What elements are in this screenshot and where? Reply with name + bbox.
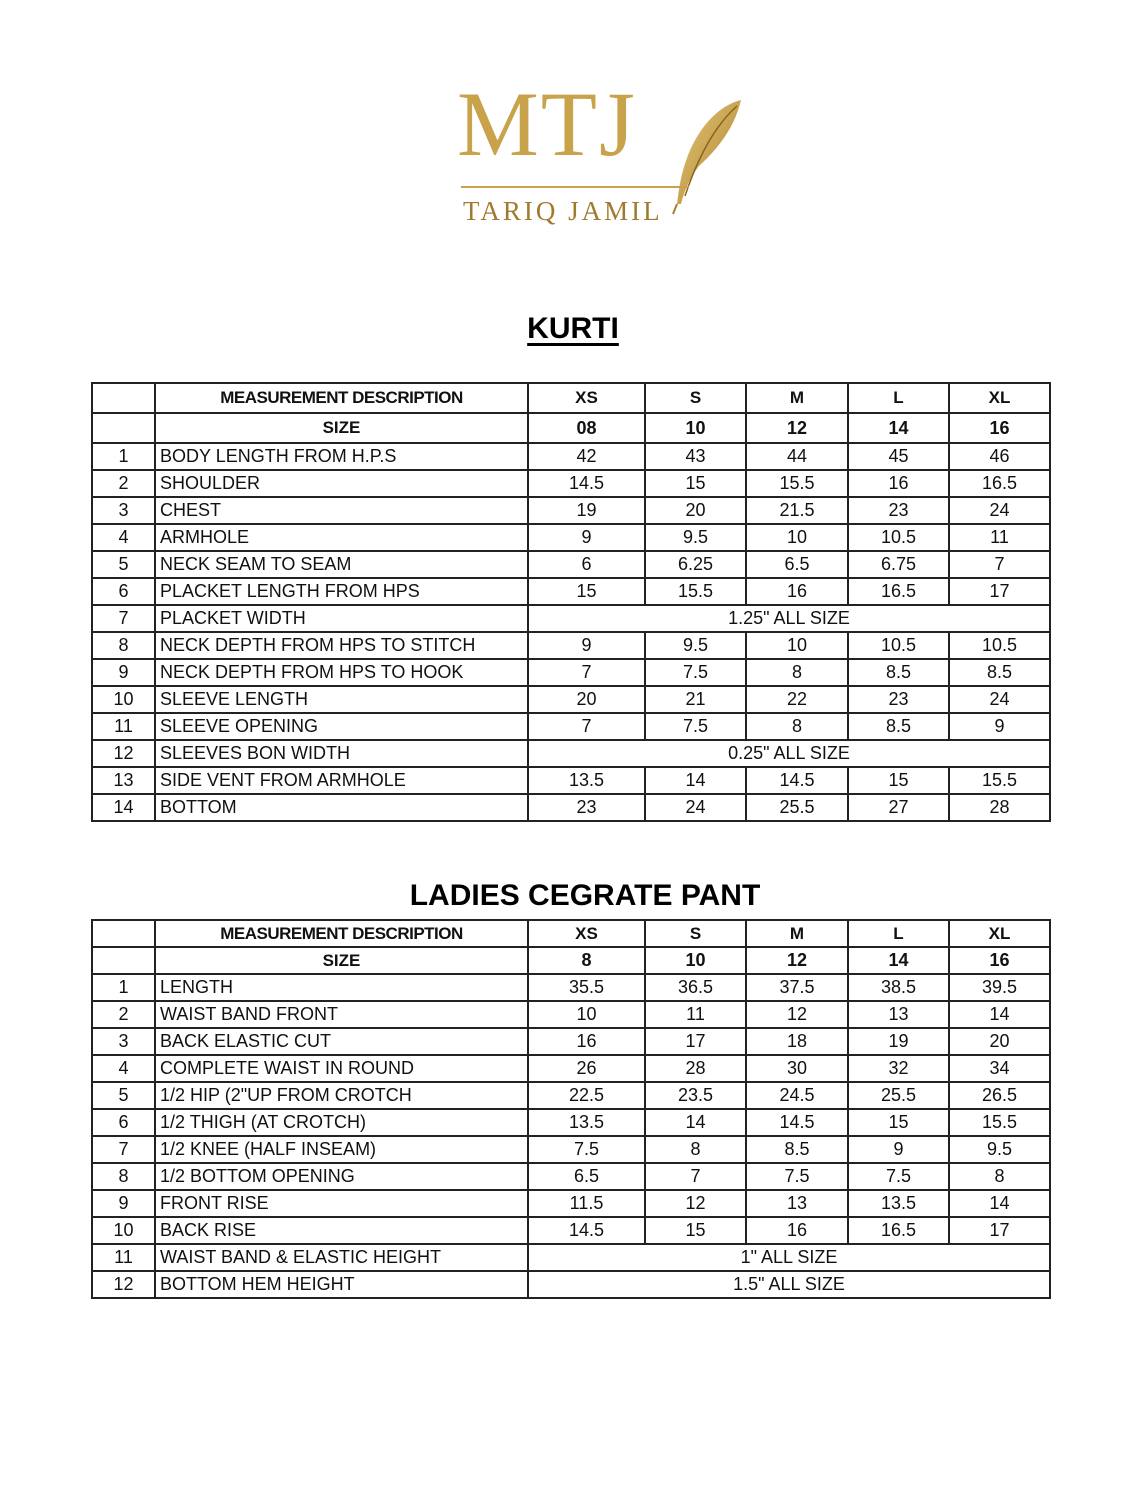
header-size-cell: XL	[949, 383, 1050, 413]
row-value-cell: 23	[848, 686, 949, 713]
row-merged-cell: 1" ALL SIZE	[528, 1244, 1050, 1271]
header-desc-cell: MEASUREMENT DESCRIPTION	[155, 920, 528, 947]
row-value-cell: 9	[949, 713, 1050, 740]
row-value-cell: 14.5	[746, 767, 848, 794]
row-value-cell: 23.5	[645, 1082, 746, 1109]
row-desc-cell: SIDE VENT FROM ARMHOLE	[155, 767, 528, 794]
row-value-cell: 21	[645, 686, 746, 713]
table-row	[92, 1244, 1050, 1271]
table-row	[92, 1028, 1050, 1055]
table-row	[92, 1190, 1050, 1217]
table-row	[92, 1001, 1050, 1028]
size-value-cell: 12	[746, 947, 848, 974]
row-value-cell: 24	[645, 794, 746, 821]
row-desc-cell: BOTTOM	[155, 794, 528, 821]
row-number-cell: 1	[92, 443, 155, 470]
header-size-cell: XL	[949, 920, 1050, 947]
header-row	[92, 383, 1050, 413]
kurti-title: KURTI	[527, 312, 619, 345]
row-value-cell: 7	[949, 551, 1050, 578]
table-row	[92, 767, 1050, 794]
row-value-cell: 24	[949, 686, 1050, 713]
row-desc-cell: 1/2 THIGH (AT CROTCH)	[155, 1109, 528, 1136]
row-value-cell: 26	[528, 1055, 645, 1082]
row-number-cell: 2	[92, 1001, 155, 1028]
row-value-cell: 16.5	[949, 470, 1050, 497]
row-value-cell: 43	[645, 443, 746, 470]
row-value-cell: 10.5	[949, 632, 1050, 659]
row-value-cell: 38.5	[848, 974, 949, 1001]
row-value-cell: 14	[949, 1001, 1050, 1028]
row-value-cell: 15.5	[949, 767, 1050, 794]
size-value-cell: 14	[848, 413, 949, 443]
row-value-cell: 24.5	[746, 1082, 848, 1109]
header-size-cell: S	[645, 383, 746, 413]
row-value-cell: 17	[949, 578, 1050, 605]
row-number-cell: 7	[92, 605, 155, 632]
row-number-cell: 8	[92, 632, 155, 659]
row-value-cell: 34	[949, 1055, 1050, 1082]
row-value-cell: 17	[949, 1217, 1050, 1244]
size-row	[92, 947, 1050, 974]
table-row	[92, 605, 1050, 632]
row-value-cell: 8.5	[848, 713, 949, 740]
row-value-cell: 23	[848, 497, 949, 524]
row-value-cell: 6.5	[528, 1163, 645, 1190]
row-number-cell: 4	[92, 1055, 155, 1082]
row-value-cell: 12	[746, 1001, 848, 1028]
row-value-cell: 8.5	[949, 659, 1050, 686]
row-value-cell: 14.5	[746, 1109, 848, 1136]
row-desc-cell: PLACKET WIDTH	[155, 605, 528, 632]
row-value-cell: 7	[645, 1163, 746, 1190]
header-size-cell: XS	[528, 920, 645, 947]
row-value-cell: 19	[528, 497, 645, 524]
row-number-cell: 14	[92, 794, 155, 821]
pant-table-body	[92, 920, 1050, 1298]
size-value-cell: 14	[848, 947, 949, 974]
size-value-cell: 08	[528, 413, 645, 443]
row-value-cell: 14.5	[528, 1217, 645, 1244]
header-size-cell: S	[645, 920, 746, 947]
row-value-cell: 8.5	[848, 659, 949, 686]
row-value-cell: 39.5	[949, 974, 1050, 1001]
logo-subtitle: TARIQ JAMIL	[463, 196, 663, 226]
row-desc-cell: BACK RISE	[155, 1217, 528, 1244]
row-value-cell: 35.5	[528, 974, 645, 1001]
row-value-cell: 18	[746, 1028, 848, 1055]
row-value-cell: 28	[645, 1055, 746, 1082]
size-label-cell: SIZE	[155, 947, 528, 974]
row-value-cell: 16.5	[848, 1217, 949, 1244]
row-value-cell: 7.5	[645, 713, 746, 740]
row-number-cell: 1	[92, 974, 155, 1001]
row-number-cell: 2	[92, 470, 155, 497]
row-value-cell: 15	[528, 578, 645, 605]
row-value-cell: 22	[746, 686, 848, 713]
size-no-cell	[92, 413, 155, 443]
row-value-cell: 16	[848, 470, 949, 497]
row-merged-cell: 1.25" ALL SIZE	[528, 605, 1050, 632]
row-desc-cell: NECK DEPTH FROM HPS TO HOOK	[155, 659, 528, 686]
row-value-cell: 37.5	[746, 974, 848, 1001]
table-row	[92, 713, 1050, 740]
row-value-cell: 15	[645, 1217, 746, 1244]
row-number-cell: 10	[92, 686, 155, 713]
row-number-cell: 12	[92, 1271, 155, 1298]
row-number-cell: 10	[92, 1217, 155, 1244]
table-row	[92, 740, 1050, 767]
row-value-cell: 9	[848, 1136, 949, 1163]
row-value-cell: 13.5	[848, 1190, 949, 1217]
table-row	[92, 1109, 1050, 1136]
row-value-cell: 8.5	[746, 1136, 848, 1163]
header-size-cell: M	[746, 920, 848, 947]
row-value-cell: 46	[949, 443, 1050, 470]
row-value-cell: 13.5	[528, 1109, 645, 1136]
row-value-cell: 12	[645, 1190, 746, 1217]
row-desc-cell: BACK ELASTIC CUT	[155, 1028, 528, 1055]
size-value-cell: 10	[645, 947, 746, 974]
table-row	[92, 443, 1050, 470]
row-value-cell: 10.5	[848, 524, 949, 551]
row-value-cell: 15.5	[746, 470, 848, 497]
header-size-cell: L	[848, 920, 949, 947]
row-value-cell: 15	[848, 1109, 949, 1136]
row-value-cell: 10.5	[848, 632, 949, 659]
size-no-cell	[92, 947, 155, 974]
row-value-cell: 14	[645, 767, 746, 794]
row-value-cell: 8	[746, 713, 848, 740]
row-value-cell: 10	[746, 524, 848, 551]
row-value-cell: 8	[645, 1136, 746, 1163]
header-row	[92, 920, 1050, 947]
row-desc-cell: PLACKET LENGTH FROM HPS	[155, 578, 528, 605]
row-value-cell: 15.5	[949, 1109, 1050, 1136]
row-value-cell: 10	[528, 1001, 645, 1028]
header-desc-cell: MEASUREMENT DESCRIPTION	[155, 383, 528, 413]
row-value-cell: 16	[528, 1028, 645, 1055]
row-desc-cell: BOTTOM HEM HEIGHT	[155, 1271, 528, 1298]
row-value-cell: 17	[645, 1028, 746, 1055]
row-value-cell: 9.5	[949, 1136, 1050, 1163]
row-value-cell: 9	[528, 524, 645, 551]
row-value-cell: 8	[746, 659, 848, 686]
row-number-cell: 5	[92, 1082, 155, 1109]
header-size-cell: XS	[528, 383, 645, 413]
table-row	[92, 1217, 1050, 1244]
row-value-cell: 26.5	[949, 1082, 1050, 1109]
row-desc-cell: LENGTH	[155, 974, 528, 1001]
row-number-cell: 5	[92, 551, 155, 578]
table-row	[92, 632, 1050, 659]
size-value-cell: 12	[746, 413, 848, 443]
row-value-cell: 45	[848, 443, 949, 470]
row-value-cell: 14.5	[528, 470, 645, 497]
pant-title: LADIES CEGRATE PANT	[409, 879, 761, 912]
row-desc-cell: FRONT RISE	[155, 1190, 528, 1217]
row-value-cell: 7.5	[848, 1163, 949, 1190]
table-row	[92, 794, 1050, 821]
table-row	[92, 524, 1050, 551]
row-value-cell: 9.5	[645, 632, 746, 659]
table-row	[92, 578, 1050, 605]
row-desc-cell: CHEST	[155, 497, 528, 524]
row-value-cell: 22.5	[528, 1082, 645, 1109]
size-value-cell: 16	[949, 413, 1050, 443]
row-value-cell: 15	[848, 767, 949, 794]
row-value-cell: 11	[949, 524, 1050, 551]
row-desc-cell: SLEEVE OPENING	[155, 713, 528, 740]
row-value-cell: 7	[528, 659, 645, 686]
row-value-cell: 13	[848, 1001, 949, 1028]
header-size-cell: M	[746, 383, 848, 413]
row-value-cell: 14	[949, 1190, 1050, 1217]
table-row	[92, 470, 1050, 497]
row-value-cell: 19	[848, 1028, 949, 1055]
row-value-cell: 20	[949, 1028, 1050, 1055]
row-desc-cell: 1/2 BOTTOM OPENING	[155, 1163, 528, 1190]
row-desc-cell: SLEEVE LENGTH	[155, 686, 528, 713]
row-number-cell: 4	[92, 524, 155, 551]
header-no-cell	[92, 920, 155, 947]
row-number-cell: 11	[92, 1244, 155, 1271]
row-value-cell: 44	[746, 443, 848, 470]
row-value-cell: 32	[848, 1055, 949, 1082]
row-value-cell: 11.5	[528, 1190, 645, 1217]
row-value-cell: 36.5	[645, 974, 746, 1001]
row-value-cell: 27	[848, 794, 949, 821]
row-number-cell: 6	[92, 1109, 155, 1136]
size-row	[92, 413, 1050, 443]
quill-icon	[667, 96, 747, 216]
row-value-cell: 9	[528, 632, 645, 659]
row-number-cell: 3	[92, 497, 155, 524]
row-value-cell: 10	[746, 632, 848, 659]
row-value-cell: 7.5	[528, 1136, 645, 1163]
pant-size-table	[91, 919, 1051, 1299]
size-label-cell: SIZE	[155, 413, 528, 443]
row-value-cell: 23	[528, 794, 645, 821]
row-number-cell: 7	[92, 1136, 155, 1163]
row-value-cell: 7.5	[645, 659, 746, 686]
row-desc-cell: WAIST BAND FRONT	[155, 1001, 528, 1028]
table-row	[92, 1082, 1050, 1109]
row-value-cell: 25.5	[848, 1082, 949, 1109]
kurti-table-body	[92, 383, 1050, 821]
row-number-cell: 9	[92, 1190, 155, 1217]
row-value-cell: 9.5	[645, 524, 746, 551]
header-size-cell: L	[848, 383, 949, 413]
row-merged-cell: 0.25" ALL SIZE	[528, 740, 1050, 767]
size-value-cell: 10	[645, 413, 746, 443]
row-value-cell: 15	[645, 470, 746, 497]
row-value-cell: 13	[746, 1190, 848, 1217]
row-value-cell: 24	[949, 497, 1050, 524]
row-number-cell: 6	[92, 578, 155, 605]
row-desc-cell: 1/2 KNEE (HALF INSEAM)	[155, 1136, 528, 1163]
row-value-cell: 6.25	[645, 551, 746, 578]
row-number-cell: 3	[92, 1028, 155, 1055]
row-desc-cell: NECK SEAM TO SEAM	[155, 551, 528, 578]
row-value-cell: 7.5	[746, 1163, 848, 1190]
row-desc-cell: COMPLETE WAIST IN ROUND	[155, 1055, 528, 1082]
header-no-cell	[92, 383, 155, 413]
row-value-cell: 11	[645, 1001, 746, 1028]
row-number-cell: 9	[92, 659, 155, 686]
row-value-cell: 13.5	[528, 767, 645, 794]
table-row	[92, 1163, 1050, 1190]
row-desc-cell: SLEEVES BON WIDTH	[155, 740, 528, 767]
table-row	[92, 1271, 1050, 1298]
logo-rule	[461, 186, 689, 188]
row-number-cell: 11	[92, 713, 155, 740]
row-desc-cell: SHOULDER	[155, 470, 528, 497]
row-desc-cell: BODY LENGTH FROM H.P.S	[155, 443, 528, 470]
table-row	[92, 1055, 1050, 1082]
row-value-cell: 30	[746, 1055, 848, 1082]
brand-logo	[455, 73, 755, 238]
kurti-size-table	[91, 382, 1051, 822]
row-desc-cell: NECK DEPTH FROM HPS TO STITCH	[155, 632, 528, 659]
row-value-cell: 14	[645, 1109, 746, 1136]
row-value-cell: 8	[949, 1163, 1050, 1190]
row-value-cell: 28	[949, 794, 1050, 821]
size-value-cell: 16	[949, 947, 1050, 974]
row-value-cell: 6	[528, 551, 645, 578]
table-row	[92, 974, 1050, 1001]
row-value-cell: 6.75	[848, 551, 949, 578]
table-row	[92, 1136, 1050, 1163]
row-number-cell: 12	[92, 740, 155, 767]
row-value-cell: 16	[746, 1217, 848, 1244]
row-value-cell: 42	[528, 443, 645, 470]
row-value-cell: 25.5	[746, 794, 848, 821]
row-value-cell: 16	[746, 578, 848, 605]
row-value-cell: 15.5	[645, 578, 746, 605]
table-row	[92, 551, 1050, 578]
table-row	[92, 686, 1050, 713]
row-value-cell: 7	[528, 713, 645, 740]
row-desc-cell: WAIST BAND & ELASTIC HEIGHT	[155, 1244, 528, 1271]
size-value-cell: 8	[528, 947, 645, 974]
row-value-cell: 16.5	[848, 578, 949, 605]
logo-mark: MTJ	[457, 73, 637, 175]
row-value-cell: 21.5	[746, 497, 848, 524]
row-number-cell: 13	[92, 767, 155, 794]
row-merged-cell: 1.5" ALL SIZE	[528, 1271, 1050, 1298]
table-row	[92, 659, 1050, 686]
row-desc-cell: 1/2 HIP (2"UP FROM CROTCH	[155, 1082, 528, 1109]
row-value-cell: 6.5	[746, 551, 848, 578]
row-value-cell: 20	[645, 497, 746, 524]
row-desc-cell: ARMHOLE	[155, 524, 528, 551]
table-row	[92, 497, 1050, 524]
row-value-cell: 20	[528, 686, 645, 713]
row-number-cell: 8	[92, 1163, 155, 1190]
